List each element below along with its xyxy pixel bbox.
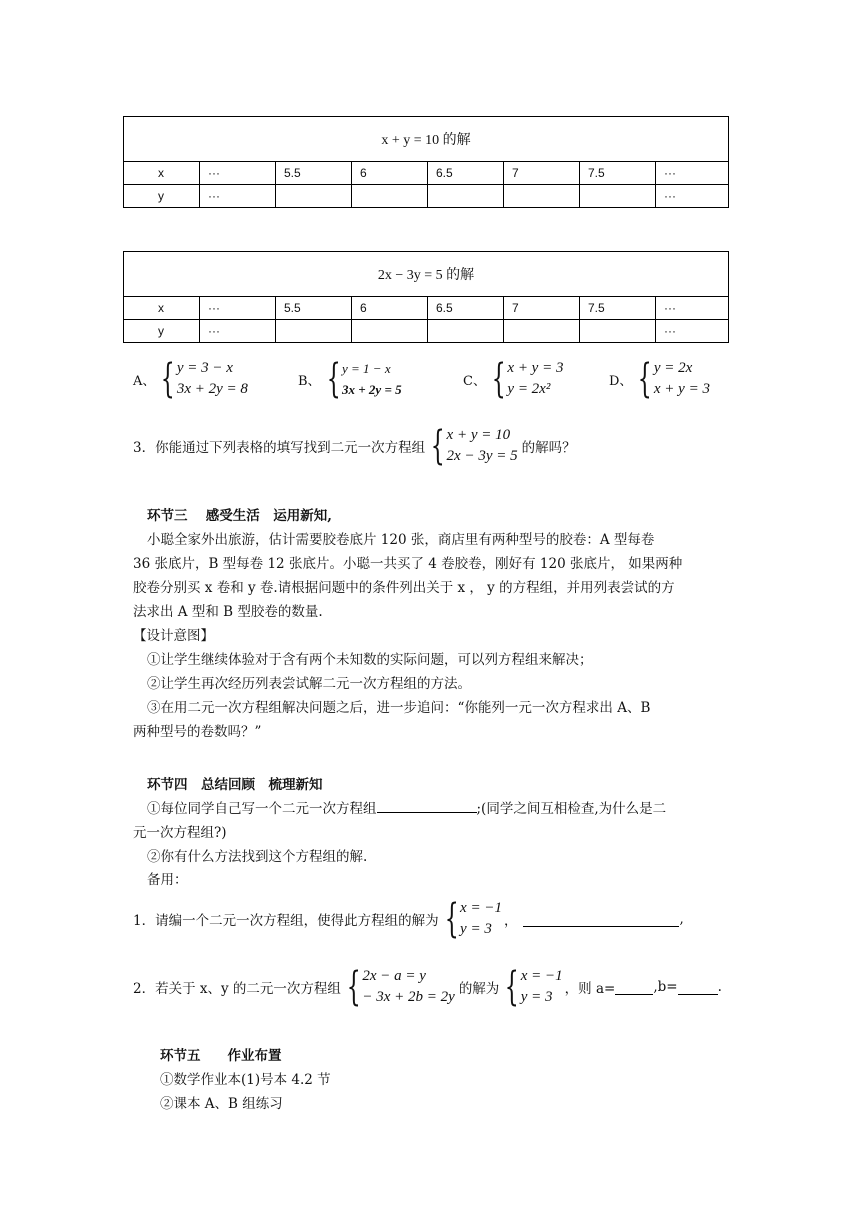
paragraph-line: 元一次方程组?)	[133, 825, 227, 841]
table-cell: 6	[352, 297, 428, 320]
table-cell: ···	[656, 185, 729, 208]
equation: 2x − 3y = 5	[446, 448, 518, 464]
table-cell: ···	[656, 297, 729, 320]
equation: x = −1	[460, 900, 502, 916]
question-3	[133, 422, 576, 470]
option-label: C、	[463, 373, 486, 389]
paragraph-line	[147, 798, 666, 820]
table-cell: 6	[352, 162, 428, 185]
question-text: 的解为	[458, 981, 500, 997]
table-cell: 6.5	[428, 297, 504, 320]
table-row	[124, 162, 729, 185]
table-cell: y	[124, 185, 200, 208]
equation: 2x − a = y	[362, 968, 426, 984]
option-a	[133, 355, 248, 403]
table-cell: ···	[656, 320, 729, 343]
table-cell: 7.5	[580, 297, 656, 320]
table-cell: x	[124, 297, 200, 320]
design-item: ③在用二元一次方程组解决问题之后，进一步追问：“你能列一元一次方程求出 A、B	[147, 700, 651, 716]
table-cell	[580, 320, 656, 343]
table-cell: 5.5	[276, 297, 352, 320]
equation: y = 3	[460, 921, 492, 937]
equation: y = 3	[520, 989, 553, 1005]
paragraph-line: 小聪全家外出旅游，估计需要胶卷底片 120 张，商店里有两种型号的胶卷：A 型每卷	[147, 532, 655, 548]
paragraph-text: ①每位同学自己写一个二元一次方程组	[147, 801, 377, 817]
brace-icon: {	[346, 964, 361, 1010]
option-c	[463, 355, 563, 403]
answer-blank-a[interactable]	[615, 980, 653, 995]
design-item: 两种型号的卷数吗？”	[133, 724, 262, 740]
table-cell: y	[124, 320, 200, 343]
table-cell: ···	[200, 162, 276, 185]
brace-icon: {	[505, 964, 520, 1010]
table-cell	[504, 185, 580, 208]
table-cell: ···	[656, 162, 729, 185]
equation: y = 1 − x	[342, 361, 391, 376]
option-label: A、	[133, 373, 156, 389]
section-heading: 环节三 感受生活 运用新知,	[147, 508, 332, 524]
design-item: ①让学生继续体验对于含有两个未知数的实际问题，可以列方程组来解决；	[147, 652, 593, 668]
paragraph-line: 备用：	[147, 872, 188, 888]
equation: x = −1	[520, 968, 563, 984]
equation: y = 2x	[653, 360, 693, 376]
brace-icon: {	[430, 423, 445, 469]
table-cell: 7	[504, 162, 580, 185]
answer-blank-b[interactable]	[678, 980, 718, 995]
table-cell	[352, 320, 428, 343]
table-title: 2x − 3y = 5 的解	[124, 252, 729, 297]
paragraph-line: 法求出 A 型和 B 型胶卷的数量.	[133, 604, 323, 620]
table-cell: ···	[200, 297, 276, 320]
design-item: ②让学生再次经历列表尝试解二元一次方程组的方法。	[147, 676, 471, 692]
table-cell: 7	[504, 297, 580, 320]
table-cell	[504, 320, 580, 343]
equation: x + y = 3	[507, 360, 564, 376]
question-text: 3．你能通过下列表格的填写找到二元一次方程组	[133, 440, 426, 456]
table-cell: ···	[200, 185, 276, 208]
homework-item: ①数学作业本(1)号本 4.2 节	[160, 1072, 331, 1088]
paragraph-line: 36 张底片，B 型每卷 12 张底片。小聪一共买了 4 卷胶卷，刚好有 120 张底片， 如果两种	[133, 556, 683, 572]
backup-question-2	[133, 963, 722, 1011]
table-cell	[428, 320, 504, 343]
table-cell	[352, 185, 428, 208]
question-text: ,b=	[653, 979, 678, 995]
table-row	[124, 320, 729, 343]
answer-blank[interactable]	[523, 912, 679, 927]
solution-table-1	[123, 116, 729, 208]
option-label: D、	[609, 373, 633, 389]
question-text: ，	[503, 913, 518, 929]
table-cell: ···	[200, 320, 276, 343]
table-row	[124, 185, 729, 208]
homework-item: ②课本 A、B 组练习	[160, 1096, 283, 1112]
brace-icon: {	[444, 896, 459, 942]
equation: 3x + 2y = 8	[176, 381, 248, 397]
brace-icon: {	[491, 356, 506, 402]
equation: x + y = 3	[653, 381, 710, 397]
table-cell	[580, 185, 656, 208]
table-cell: 5.5	[276, 162, 352, 185]
equation: 3x + 2y = 5	[342, 382, 402, 397]
question-text: ,	[679, 911, 684, 927]
paragraph-line: 胶卷分别买 x 卷和 y 卷.请根据问题中的条件列出关于 x ， y 的方程组，并用列表尝试的方	[133, 580, 675, 596]
paragraph-line: ②你有什么方法找到这个方程组的解.	[147, 849, 368, 865]
table-row	[124, 297, 729, 320]
paragraph-text: ;(同学之间互相检查,为什么是二	[476, 801, 667, 817]
option-d	[609, 355, 710, 403]
table-cell	[276, 320, 352, 343]
answer-blank[interactable]	[377, 798, 477, 813]
option-label: B、	[298, 373, 321, 389]
brace-icon: {	[326, 356, 341, 402]
table-title: x + y = 10 的解	[124, 117, 729, 162]
brace-icon: {	[161, 356, 176, 402]
section-heading: 环节五 作业布置	[160, 1048, 282, 1064]
question-text: 1．请编一个二元一次方程组，使得此方程组的解为	[133, 913, 439, 929]
question-text: .	[717, 979, 722, 995]
table-cell: x	[124, 162, 200, 185]
design-intent-title: 【设计意图】	[133, 628, 214, 644]
question-text: 的解吗？	[521, 440, 576, 456]
table-cell	[428, 185, 504, 208]
section-heading: 环节四 总结回顾 梳理新知	[147, 777, 323, 793]
equation: − 3x + 2b = 2y	[362, 989, 455, 1005]
table-cell	[276, 185, 352, 208]
solution-table-2	[123, 251, 729, 343]
table-cell: 7.5	[580, 162, 656, 185]
brace-icon: {	[638, 356, 653, 402]
equation: y = 3 − x	[176, 360, 233, 376]
option-b	[298, 355, 402, 403]
table-cell: 6.5	[428, 162, 504, 185]
question-text: 2．若关于 x、y 的二元一次方程组	[133, 981, 341, 997]
equation: x + y = 10	[446, 427, 511, 443]
question-text: ，则 a=	[564, 981, 616, 997]
equation: y = 2x²	[507, 381, 551, 397]
backup-question-1	[133, 895, 684, 943]
